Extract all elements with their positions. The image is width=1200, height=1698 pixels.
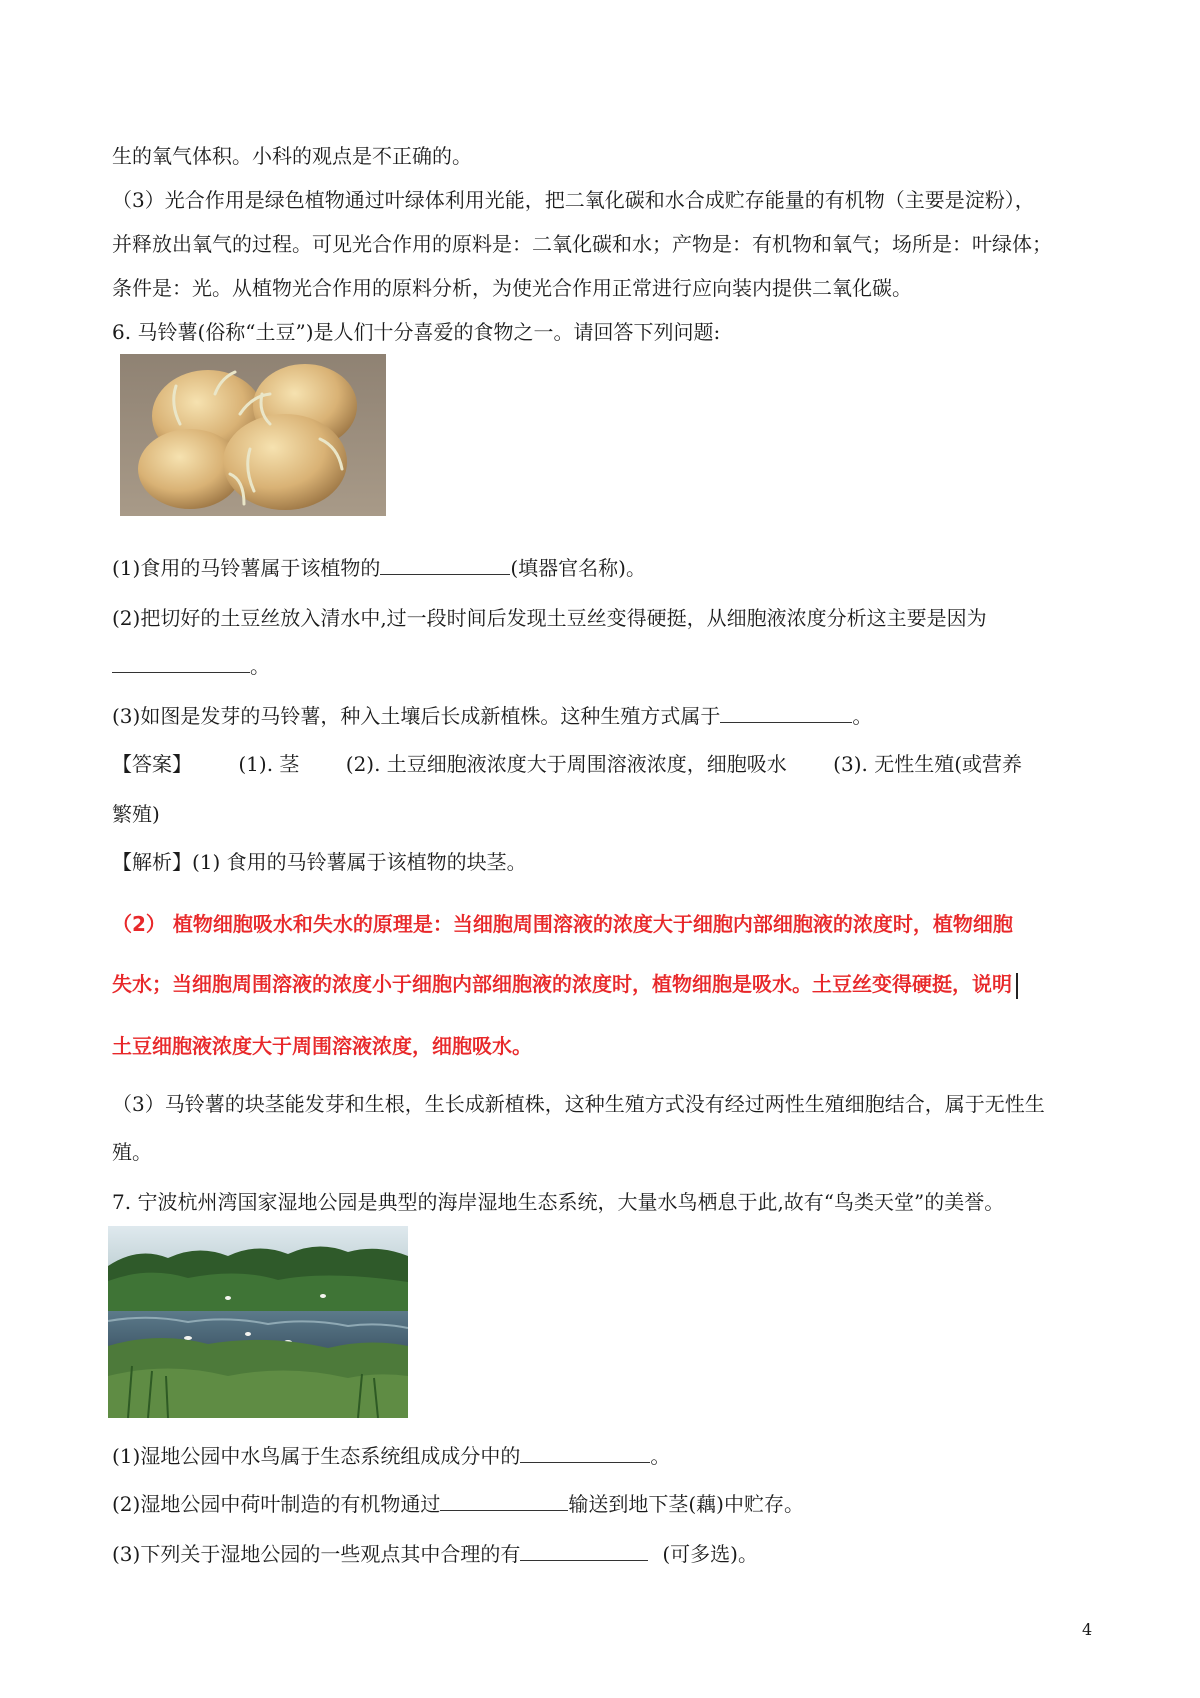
question-6-part-2: (2)把切好的土豆丝放入清水中,过一段时间后发现土豆丝变得硬挺，从细胞液浓度分析这主要是因为 bbox=[112, 606, 987, 630]
wetland-illustration bbox=[108, 1226, 408, 1418]
page-number: 4 bbox=[1082, 1620, 1093, 1639]
explanation-1: 【解析】(1) 食用的马铃薯属于该植物的块茎。 bbox=[112, 850, 527, 874]
question-7-part-1 bbox=[112, 1442, 670, 1470]
text-line: （3）光合作用是绿色植物通过叶绿体利用光能，把二氧化碳和水合成贮存能量的有机物（主要是淀粉）， bbox=[112, 188, 1035, 212]
question-text: (可多选)。 bbox=[662, 1542, 758, 1566]
answer-blank bbox=[520, 1444, 650, 1463]
question-6-part-2-blank-line bbox=[112, 652, 270, 680]
explanation-3-continued: 殖。 bbox=[112, 1140, 152, 1164]
explanation-2-highlighted: （2） 植物细胞吸水和失水的原理是：当细胞周围溶液的浓度大于细胞内部细胞液的浓度时，植物细胞 bbox=[112, 912, 1013, 936]
question-text: (3)下列关于湿地公园的一些观点其中合理的有 bbox=[112, 1542, 521, 1566]
question-text: (1)湿地公园中水鸟属于生态系统组成成分中的 bbox=[112, 1444, 521, 1468]
question-7: 7. 宁波杭州湾国家湿地公园是典型的海岸湿地生态系统，大量水鸟栖息于此,故有“鸟类天堂”的美誉。 bbox=[112, 1190, 1005, 1214]
answer-1: (1). 茎 bbox=[238, 752, 300, 776]
explanation-2-highlighted bbox=[112, 970, 1018, 999]
question-text: (填器官名称)。 bbox=[510, 556, 646, 580]
question-text: 。 bbox=[650, 1444, 671, 1468]
answer-blank bbox=[440, 1492, 568, 1511]
answer-continued: 繁殖) bbox=[112, 802, 160, 826]
answer-blank bbox=[520, 1542, 648, 1561]
answer-2: (2). 土豆细胞液浓度大于周围溶液浓度，细胞吸水 bbox=[345, 752, 787, 776]
question-6-part-1 bbox=[112, 554, 646, 582]
answer-blank bbox=[380, 556, 510, 575]
explanation-2-highlighted: 土豆细胞液浓度大于周围溶液浓度，细胞吸水。 bbox=[112, 1034, 532, 1058]
question-text: (1)食用的马铃薯属于该植物的 bbox=[112, 556, 381, 580]
text-line: 条件是：光。从植物光合作用的原料分析，为使光合作用正常进行应向装内提供二氧化碳。 bbox=[112, 276, 912, 300]
question-text: 。 bbox=[852, 704, 873, 728]
answer-blank bbox=[112, 654, 250, 673]
text-cursor bbox=[1016, 973, 1018, 999]
explanation-3: （3）马铃薯的块茎能发芽和生根，生长成新植株，这种生殖方式没有经过两性生殖细胞结合，属于无性生 bbox=[112, 1092, 1045, 1116]
answer-label: 【答案】 bbox=[112, 752, 192, 776]
text-line: 生的氧气体积。小科的观点是不正确的。 bbox=[112, 144, 472, 168]
potato-illustration bbox=[120, 354, 386, 516]
highlighted-text: 失水；当细胞周围溶液的浓度小于细胞内部细胞液的浓度时，植物细胞是吸水。土豆丝变得硬挺，说明 bbox=[112, 972, 1012, 996]
sprouting-potato-photo bbox=[120, 354, 386, 516]
question-7-part-3 bbox=[112, 1540, 758, 1568]
text-line: 并释放出氧气的过程。可见光合作用的原料是：二氧化碳和水；产物是：有机物和氧气；场所是：叶绿体； bbox=[112, 232, 1052, 256]
answer-line bbox=[112, 750, 1022, 778]
question-7-part-2 bbox=[112, 1490, 804, 1518]
question-text: (2)湿地公园中荷叶制造的有机物通过 bbox=[112, 1492, 441, 1516]
question-6-part-3 bbox=[112, 702, 872, 730]
question-text: 。 bbox=[250, 654, 270, 678]
answer-blank bbox=[720, 704, 852, 723]
question-text: 输送到地下茎(藕)中贮存。 bbox=[568, 1492, 804, 1516]
question-text: (3)如图是发芽的马铃薯，种入土壤后长成新植株。这种生殖方式属于 bbox=[112, 704, 721, 728]
question-6: 6. 马铃薯(俗称“土豆”)是人们十分喜爱的食物之一。请回答下列问题: bbox=[112, 320, 721, 344]
answer-3: (3). 无性生殖(或营养 bbox=[833, 752, 1023, 776]
wetland-park-photo bbox=[108, 1226, 408, 1418]
